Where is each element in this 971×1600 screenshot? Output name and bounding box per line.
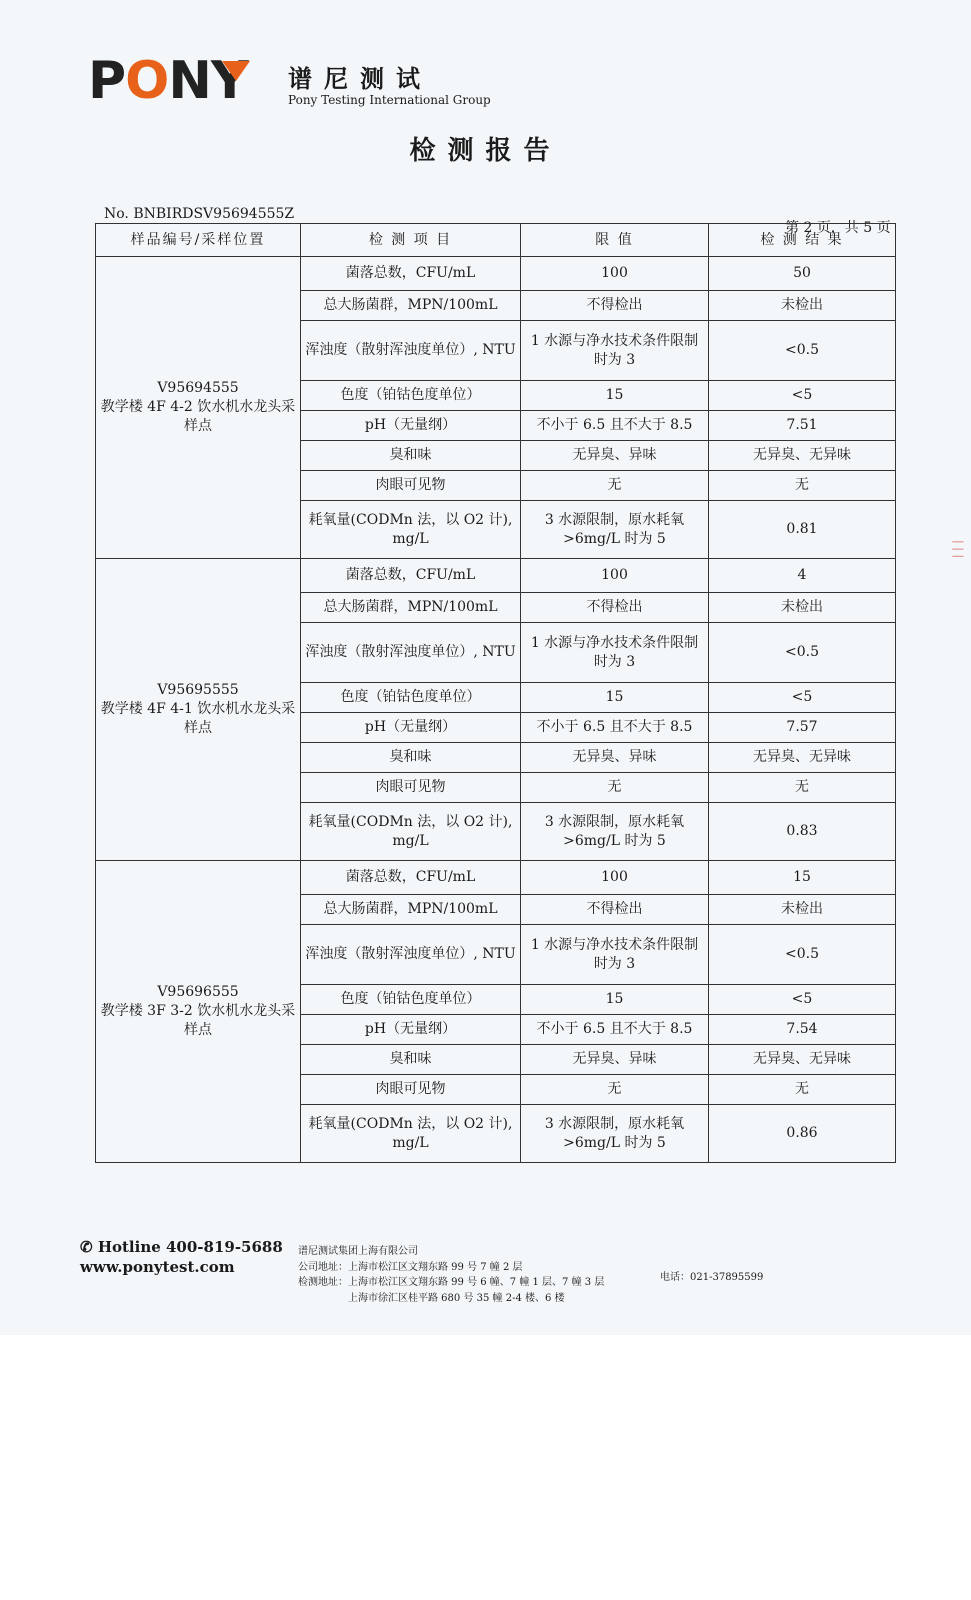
limit-cell: 不小于 6.5 且不大于 8.5 [521,1015,709,1045]
item-cell: 浑浊度（散射浑浊度单位）, NTU [301,321,521,381]
item-cell: 总大肠菌群，MPN/100mL [301,895,521,925]
item-cell: pH（无量纲） [301,713,521,743]
sample-location: 教学楼 4F 4-1 饮水机水龙头采样点 [100,701,296,736]
item-cell: 色度（铂钴色度单位） [301,381,521,411]
limit-cell: 无 [521,1075,709,1105]
item-cell: 色度（铂钴色度单位） [301,985,521,1015]
limit-cell: 不小于 6.5 且不大于 8.5 [521,411,709,441]
item-cell: 浑浊度（散射浑浊度单位）, NTU [301,623,521,683]
limit-cell: 无异臭、异味 [521,1045,709,1075]
result-cell: 7.54 [709,1015,896,1045]
limit-cell: 1 水源与净水技术条件限制时为 3 [521,925,709,985]
result-cell: 0.81 [709,501,896,559]
limit-cell: 无 [521,773,709,803]
limit-cell: 15 [521,985,709,1015]
test-address-1: 检测地址：上海市松江区文翔东路 99 号 6 幢、7 幢 1 层、7 幢 3 层 [298,1277,605,1288]
report-number: No. BNBIRDSV95694555Z [104,206,295,222]
header-limit: 限 值 [521,224,709,257]
item-cell: 肉眼可见物 [301,1075,521,1105]
item-cell: pH（无量纲） [301,411,521,441]
page-info: 第 2 页，共 5 页 [785,220,891,236]
item-cell: 耗氧量(CODMn 法，以 O2 计), mg/L [301,803,521,861]
limit-cell: 不得检出 [521,593,709,623]
footer-company [298,1244,604,1306]
result-cell: 0.83 [709,803,896,861]
item-cell: 菌落总数，CFU/mL [301,559,521,593]
limit-cell: 1 水源与净水技术条件限制时为 3 [521,623,709,683]
sample-location: 教学楼 3F 3-2 饮水机水龙头采样点 [100,1003,296,1038]
header-result: 检 测 结 果 [709,224,896,257]
logo-chinese: 谱尼测试 [288,65,432,93]
limit-cell: 无异臭、异味 [521,441,709,471]
results-table [95,223,896,1163]
table-header-row [96,224,896,257]
footer-contact [80,1238,283,1277]
item-cell: 臭和味 [301,743,521,773]
footer-phone: 电话：021-37895599 [660,1272,764,1283]
limit-cell: 15 [521,381,709,411]
sample-cell [96,559,301,861]
table-row [96,559,896,593]
sample-location: 教学楼 4F 4-2 饮水机水龙头采样点 [100,399,296,434]
item-cell: 肉眼可见物 [301,471,521,501]
result-cell: <0.5 [709,321,896,381]
company-name: 谱尼测试集团上海有限公司 [298,1246,418,1257]
result-cell: <5 [709,683,896,713]
item-cell: 臭和味 [301,1045,521,1075]
logo-word: PONY [88,51,248,111]
company-address: 公司地址：上海市松江区文翔东路 99 号 7 幢 2 层 [298,1261,523,1273]
sample-id: V95695555 [157,682,239,699]
phone-icon: ✆ [80,1238,93,1256]
result-cell: 无 [709,773,896,803]
limit-cell: 不小于 6.5 且不大于 8.5 [521,713,709,743]
result-cell: 7.57 [709,713,896,743]
result-cell: 无异臭、无异味 [709,1045,896,1075]
limit-cell: 100 [521,257,709,291]
limit-cell: 3 水源限制，原水耗氧 >6mg/L 时为 5 [521,803,709,861]
table-row [96,257,896,291]
limit-cell: 3 水源限制，原水耗氧 >6mg/L 时为 5 [521,501,709,559]
item-cell: 肉眼可见物 [301,773,521,803]
result-cell: <0.5 [709,925,896,985]
limit-cell: 不得检出 [521,895,709,925]
sample-cell [96,861,301,1163]
table-row [96,861,896,895]
result-cell: 未检出 [709,291,896,321]
result-cell: <5 [709,985,896,1015]
sample-id: V95696555 [157,984,239,1001]
item-cell: 色度（铂钴色度单位） [301,683,521,713]
result-cell: 50 [709,257,896,291]
header-item: 检 测 项 目 [301,224,521,257]
header-sample: 样品编号/采样位置 [96,224,301,257]
result-cell: 15 [709,861,896,895]
result-cell: 未检出 [709,593,896,623]
result-cell: 4 [709,559,896,593]
item-cell: 臭和味 [301,441,521,471]
sample-cell [96,257,301,559]
result-cell: 无异臭、无异味 [709,743,896,773]
hotline-text: Hotline 400-819-5688 [97,1238,283,1256]
report-title: 检测报告 [409,136,562,166]
result-cell: 7.51 [709,411,896,441]
test-address-2: 上海市徐汇区桂平路 680 号 35 幢 2-4 楼、6 楼 [348,1292,565,1304]
result-cell: 未检出 [709,895,896,925]
item-cell: 耗氧量(CODMn 法，以 O2 计), mg/L [301,501,521,559]
website: www.ponytest.com [80,1257,235,1276]
limit-cell: 无 [521,471,709,501]
result-cell: 0.86 [709,1105,896,1163]
item-cell: pH（无量纲） [301,1015,521,1045]
item-cell: 菌落总数，CFU/mL [301,257,521,291]
result-cell: 无 [709,1075,896,1105]
item-cell: 浑浊度（散射浑浊度单位）, NTU [301,925,521,985]
item-cell: 菌落总数，CFU/mL [301,861,521,895]
sample-id: V95694555 [157,380,239,397]
item-cell: 总大肠菌群，MPN/100mL [301,593,521,623]
result-cell: 无 [709,471,896,501]
result-cell: <0.5 [709,623,896,683]
hotline [80,1238,283,1258]
logo-triangle-icon [222,61,250,81]
results-body [96,257,896,1163]
limit-cell: 1 水源与净水技术条件限制时为 3 [521,321,709,381]
item-cell: 耗氧量(CODMn 法，以 O2 计), mg/L [301,1105,521,1163]
result-cell: <5 [709,381,896,411]
limit-cell: 15 [521,683,709,713]
limit-cell: 不得检出 [521,291,709,321]
limit-cell: 100 [521,559,709,593]
logo-english: Pony Testing International Group [288,93,491,107]
item-cell: 总大肠菌群，MPN/100mL [301,291,521,321]
pony-logo [88,51,491,111]
limit-cell: 3 水源限制，原水耗氧 >6mg/L 时为 5 [521,1105,709,1163]
limit-cell: 无异臭、异味 [521,743,709,773]
limit-cell: 100 [521,861,709,895]
result-cell: 无异臭、无异味 [709,441,896,471]
stamp-mark: | | | [952,540,965,559]
